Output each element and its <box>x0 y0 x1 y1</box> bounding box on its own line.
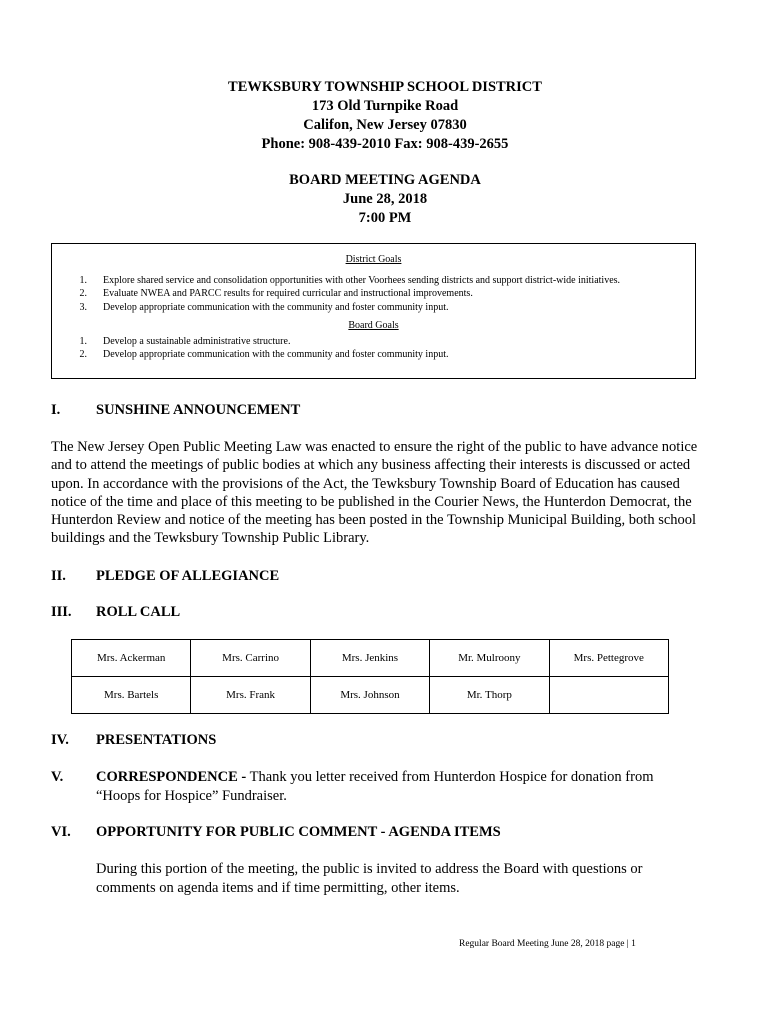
goal-number: 1. <box>79 335 87 347</box>
section-number: VI. <box>51 824 71 840</box>
section-number: I. <box>51 402 61 418</box>
agenda-heading <box>0 171 770 228</box>
section-number: II. <box>51 568 66 584</box>
member-cell: Mr. Mulroony <box>430 640 549 677</box>
correspondence-text-continued: “Hoops for Hospice” Fundraiser. <box>96 788 287 804</box>
board-goals-title: Board Goals <box>348 320 399 331</box>
public-comment-paragraph: During this portion of the meeting, the public is invited to address the Board with questions or comments on agenda items and if time permitting, other items. <box>96 861 643 896</box>
section-title: PLEDGE OF ALLEGIANCE <box>96 568 280 584</box>
member-cell: Mrs. Ackerman <box>72 640 191 677</box>
district-goal-item <box>52 301 695 315</box>
section-heading-sunshine <box>51 401 300 419</box>
section-heading-correspondence <box>51 768 653 786</box>
section-title: PRESENTATIONS <box>96 732 217 748</box>
goal-text: Evaluate NWEA and PARCC results for required curricular and instructional improvements. <box>103 288 473 299</box>
goal-number: 1. <box>79 274 87 286</box>
section-title: CORRESPONDENCE - <box>96 769 247 785</box>
section-heading-presentations <box>51 731 216 749</box>
member-cell: Mr. Thorp <box>430 677 549 714</box>
goal-text: Develop appropriate communication with the community and foster community input. <box>103 349 449 360</box>
member-cell: Mrs. Jenkins <box>310 640 429 677</box>
member-cell: Mrs. Johnson <box>310 677 429 714</box>
agenda-time: 7:00 PM <box>358 210 412 226</box>
letterhead <box>0 78 770 154</box>
section-title: OPPORTUNITY FOR PUBLIC COMMENT - AGENDA ITEMS <box>96 824 501 840</box>
member-cell: Mrs. Pettegrove <box>549 640 668 677</box>
section-title: SUNSHINE ANNOUNCEMENT <box>96 402 301 418</box>
section-heading-public-comment <box>51 823 501 841</box>
goals-box <box>51 243 696 379</box>
board-goal-item <box>52 335 695 349</box>
member-cell-empty <box>549 677 668 714</box>
correspondence-text: Thank you letter received from Hunterdon Hospice for donation from <box>246 769 654 785</box>
address-line-2: Califon, New Jersey 07830 <box>303 117 467 133</box>
agenda-title: BOARD MEETING AGENDA <box>289 172 481 188</box>
board-goal-item <box>52 348 695 362</box>
goal-number: 2. <box>79 288 87 299</box>
district-goals-title: District Goals <box>345 254 402 265</box>
section-number: V. <box>51 769 64 785</box>
goal-text: Develop appropriate communication with the community and foster community input. <box>103 301 449 313</box>
section-number: IV. <box>51 732 69 748</box>
goal-text: Develop a sustainable administrative structure. <box>103 335 291 347</box>
table-row <box>72 677 669 714</box>
section-heading-roll-call <box>51 603 180 621</box>
district-name: TEWKSBURY TOWNSHIP SCHOOL DISTRICT <box>228 79 542 95</box>
district-goal-item <box>52 287 695 301</box>
page-footer: Regular Board Meeting June 28, 2018 page | 1 <box>459 939 636 949</box>
district-goal-item <box>52 274 695 288</box>
phone-fax: Phone: 908-439-2010 Fax: 908-439-2655 <box>261 136 509 152</box>
address-line-1: 173 Old Turnpike Road <box>311 98 459 114</box>
section-title: ROLL CALL <box>96 604 181 620</box>
member-cell: Mrs. Bartels <box>72 677 191 714</box>
section-heading-pledge <box>51 567 279 585</box>
agenda-date: June 28, 2018 <box>342 191 428 207</box>
table-row <box>72 640 669 677</box>
member-cell: Mrs. Carrino <box>191 640 310 677</box>
goal-number: 2. <box>79 349 87 360</box>
goal-number: 3. <box>79 301 87 313</box>
sunshine-paragraph: The New Jersey Open Public Meeting Law was enacted to ensure the right of the public to have advance notice and to attend the meetings of public bodies at which any business affecting their interests is discussed or acted upon. In accordance with the provisions of the Act, the Tewksbury Township Board of Education has caused notice of the time and place of this meeting to be published in the Courier News, the Hunterdon Democrat, the Hunterdon Review and notice of the meeting has been posted in the Township Municipal Building, both school buildings and the Tewksbury Township Public Library. <box>51 439 698 547</box>
goal-text: Explore shared service and consolidation opportunities with other Voorhees sending districts and support district-wide initiatives. <box>103 274 621 286</box>
member-cell: Mrs. Frank <box>191 677 310 714</box>
roll-call-table <box>71 639 669 714</box>
section-number: III. <box>51 604 72 620</box>
